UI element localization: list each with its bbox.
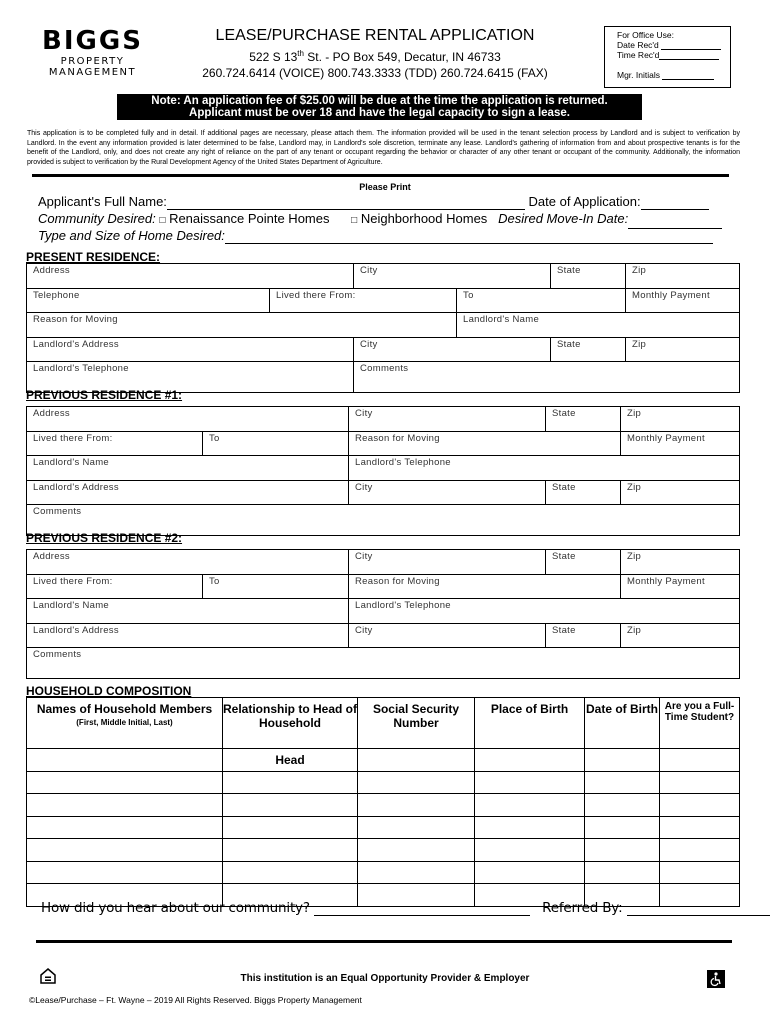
prev2-landlord-telephone-cell[interactable]	[349, 599, 740, 624]
prev1-landlord-city-label: City	[355, 481, 373, 493]
prev1-lived-from-label: Lived there From:	[33, 432, 113, 444]
prev2-city-cell[interactable]	[349, 550, 546, 575]
household-cell[interactable]	[223, 816, 358, 839]
prev2-reason-cell[interactable]	[349, 574, 621, 599]
present-state-label: State	[557, 265, 581, 276]
household-cell[interactable]	[27, 816, 223, 839]
please-print-label: Please Print	[359, 182, 411, 192]
date-of-application-field[interactable]	[641, 195, 709, 210]
present-state-cell[interactable]	[551, 264, 626, 289]
household-cell[interactable]	[223, 794, 358, 817]
household-cell[interactable]	[585, 816, 660, 839]
prev1-landlord-state-label: State	[552, 481, 576, 493]
present-monthly-payment-label: Monthly Payment	[632, 289, 710, 301]
prev1-landlord-zip-cell[interactable]	[621, 480, 740, 505]
present-residence-table	[26, 263, 740, 393]
household-cell[interactable]	[27, 794, 223, 817]
bottom-divider	[36, 940, 732, 943]
prev1-to-cell[interactable]	[203, 431, 349, 456]
prev2-landlord-state-label: State	[552, 624, 576, 636]
household-cell[interactable]	[475, 771, 585, 794]
household-cell[interactable]	[358, 771, 475, 794]
prev2-address-cell[interactable]	[27, 550, 349, 575]
household-cell[interactable]	[223, 771, 358, 794]
prev2-landlord-telephone-label: Landlord's Telephone	[355, 600, 451, 611]
form-title: LEASE/PURCHASE RENTAL APPLICATION	[215, 27, 535, 44]
previous-residence-2-table	[26, 549, 740, 679]
prev1-lived-from-cell[interactable]	[27, 431, 203, 456]
company-address	[160, 46, 590, 65]
prev1-state-cell[interactable]	[546, 407, 621, 432]
household-cell[interactable]	[223, 839, 358, 862]
previous-residence-1-title: PREVIOUS RESIDENCE #1:	[26, 388, 183, 402]
option-renaissance-label: Renaissance Pointe Homes	[169, 211, 330, 226]
household-cell[interactable]	[660, 816, 740, 839]
household-table	[26, 697, 740, 907]
prev1-state-label: State	[552, 408, 576, 419]
prev1-address-cell[interactable]	[27, 407, 349, 432]
household-cell[interactable]	[475, 794, 585, 817]
present-lived-from-cell[interactable]	[270, 288, 457, 313]
prev1-landlord-name-cell[interactable]	[27, 456, 349, 481]
prev2-to-label: To	[209, 575, 220, 587]
address-prefix: 522 S 13	[249, 50, 298, 64]
logo-subtitle-1: PROPERTY	[60, 56, 125, 67]
present-telephone-cell[interactable]	[27, 288, 270, 313]
prev2-lived-from-cell[interactable]	[27, 574, 203, 599]
present-comments-cell[interactable]	[354, 362, 740, 393]
checkbox-neighborhood[interactable]: □	[351, 215, 358, 226]
household-composition-title: HOUSEHOLD COMPOSITION	[26, 684, 192, 698]
prev1-landlord-telephone-label: Landlord's Telephone	[355, 457, 451, 468]
prev2-address-label: Address	[33, 551, 70, 562]
household-head-cell: Head	[223, 749, 358, 772]
present-landlord-city-cell[interactable]	[354, 337, 551, 362]
present-landlord-name-label: Landlord's Name	[463, 314, 540, 325]
present-telephone-label: Telephone	[33, 289, 80, 301]
prev1-comments-label: Comments	[33, 506, 82, 517]
household-cell[interactable]	[475, 816, 585, 839]
fee-note-line-1: Note: An application fee of $25.00 will be due at the time the application is returned.	[151, 95, 608, 107]
prev2-landlord-zip-label: Zip	[627, 624, 642, 636]
mgr-initials-row	[617, 70, 730, 80]
col-ssn-header: Social Security Number	[358, 698, 475, 749]
prev1-zip-label: Zip	[627, 408, 642, 419]
present-landlord-city-label: City	[360, 338, 378, 350]
present-reason-cell[interactable]	[27, 313, 457, 338]
prev1-monthly-payment-cell[interactable]	[621, 431, 740, 456]
mgr-initials-field[interactable]	[662, 79, 714, 80]
prev2-landlord-city-label: City	[355, 624, 373, 636]
prev2-lived-from-label: Lived there From:	[33, 575, 113, 587]
present-comments-label: Comments	[360, 363, 409, 374]
how-heard-label: How did you hear about our community?	[41, 900, 310, 916]
present-residence-title: PRESENT RESIDENCE:	[26, 250, 161, 264]
household-cell[interactable]	[475, 839, 585, 862]
prev1-landlord-state-cell[interactable]	[546, 480, 621, 505]
present-landlord-state-label: State	[557, 338, 581, 350]
prev2-state-cell[interactable]	[546, 550, 621, 575]
fee-note-line-2: Applicant must be over 18 and have the legal capacity to sign a lease.	[189, 107, 570, 119]
household-cell[interactable]	[585, 794, 660, 817]
referred-by-field[interactable]	[627, 900, 770, 916]
present-city-cell[interactable]	[354, 264, 551, 289]
prev2-comments-cell[interactable]	[27, 648, 740, 679]
present-zip-cell[interactable]	[626, 264, 740, 289]
full-name-field[interactable]	[167, 195, 525, 210]
present-to-label: To	[463, 289, 474, 301]
fee-note-banner	[117, 94, 642, 120]
previous-residence-1-table	[26, 406, 740, 536]
col-names-header	[27, 698, 223, 749]
previous-residence-2-title: PREVIOUS RESIDENCE #2:	[26, 531, 183, 545]
referred-by-label: Referred By:	[542, 900, 623, 916]
household-cell[interactable]	[475, 749, 585, 772]
col-names-sublabel: (First, Middle Initial, Last)	[76, 718, 173, 727]
col-names-label: Names of Household Members	[36, 702, 213, 716]
type-size-label: Type and Size of Home Desired:	[38, 228, 225, 243]
present-reason-label: Reason for Moving	[33, 314, 118, 325]
col-student-header: Are you a Full-Time Student?	[660, 698, 740, 749]
prev1-landlord-city-cell[interactable]	[349, 480, 546, 505]
household-cell[interactable]	[358, 839, 475, 862]
col-relationship-header: Relationship to Head of Household	[223, 698, 358, 749]
prev2-landlord-city-cell[interactable]	[349, 623, 546, 648]
prev2-landlord-name-cell[interactable]	[27, 599, 349, 624]
prev2-reason-label: Reason for Moving	[355, 575, 440, 587]
date-of-application-label: Date of Application:	[528, 194, 641, 209]
household-cell[interactable]	[660, 771, 740, 794]
present-lived-from-label: Lived there From:	[276, 289, 356, 301]
time-recd-label: Time Rec'd	[617, 50, 660, 60]
prev2-to-cell[interactable]	[203, 574, 349, 599]
company-phones: 260.724.6414 (VOICE) 800.743.3333 (TDD) 260.724.6415 (FAX)	[202, 66, 548, 80]
prev2-landlord-state-cell[interactable]	[546, 623, 621, 648]
type-size-row	[38, 228, 713, 244]
prev1-landlord-address-label: Landlord's Address	[33, 481, 119, 493]
time-recd-field[interactable]	[659, 59, 719, 60]
prev1-zip-cell[interactable]	[621, 407, 740, 432]
household-cell[interactable]	[660, 749, 740, 772]
prev2-monthly-payment-label: Monthly Payment	[627, 575, 705, 587]
accessibility-icon	[707, 970, 725, 988]
present-landlord-zip-cell[interactable]	[626, 337, 740, 362]
how-heard-row	[41, 900, 770, 916]
mgr-initials-label: Mgr. Initials	[617, 70, 660, 80]
household-cell[interactable]	[660, 839, 740, 862]
household-cell[interactable]	[223, 861, 358, 884]
logo-subtitle-2: MANAGEMENT	[48, 67, 137, 78]
accessibility-icon-graphic	[707, 970, 725, 988]
prev2-comments-label: Comments	[33, 649, 82, 660]
applicant-name-row	[38, 194, 709, 210]
prev2-city-label: City	[355, 551, 373, 562]
prev1-reason-label: Reason for Moving	[355, 432, 440, 444]
present-zip-label: Zip	[632, 265, 647, 276]
household-cell[interactable]	[358, 861, 475, 884]
prev2-landlord-address-cell[interactable]	[27, 623, 349, 648]
household-cell[interactable]	[475, 861, 585, 884]
household-cell[interactable]	[358, 794, 475, 817]
prev1-reason-cell[interactable]	[349, 431, 621, 456]
copyright-notice: ©Lease/Purchase – Ft. Wayne – 2019 All Rights Reserved. Biggs Property Management	[29, 995, 362, 1005]
present-landlord-telephone-label: Landlord's Telephone	[33, 363, 129, 374]
address-suffix: St. - PO Box 549, Decatur, IN 46733	[303, 50, 501, 64]
company-logo	[35, 26, 150, 78]
prev2-zip-cell[interactable]	[621, 550, 740, 575]
community-row	[38, 211, 722, 229]
move-in-date-field[interactable]	[628, 214, 722, 229]
prev2-state-label: State	[552, 551, 576, 562]
present-landlord-zip-label: Zip	[632, 338, 647, 350]
intro-paragraph: This application is to be completed fully and in detail. If additional pages are necessary, please attach them. The information provided will be used in the tenant selection process by Landlord and is subject to verification by Landlord. In the event any information provided is later determined to be false, Landlord may, in Landlord's sole discretion, terminate any lease. Landlord's gathering of information from and about prospective tenants is for the benefit of the Landlord, only, and does not create any right of reliance on the part of any tenant or occupant regarding the behavior or character of any other tenant or occupant of the community. Additionally, the information provided is subject to verification by the Rural Development Agency of the United States Department of Agriculture.	[27, 130, 740, 166]
col-dob-header: Date of Birth	[585, 698, 660, 749]
present-landlord-name-cell[interactable]	[457, 313, 740, 338]
prev1-landlord-telephone-cell[interactable]	[349, 456, 740, 481]
household-cell[interactable]	[660, 861, 740, 884]
prev1-landlord-name-label: Landlord's Name	[33, 457, 110, 468]
prev2-landlord-zip-cell[interactable]	[621, 623, 740, 648]
prev2-landlord-name-label: Landlord's Name	[33, 600, 110, 611]
present-landlord-address-cell[interactable]	[27, 337, 354, 362]
present-address-cell[interactable]	[27, 264, 354, 289]
time-recd-row	[617, 50, 730, 60]
move-in-date-label: Desired Move-In Date:	[498, 211, 629, 226]
logo-wordmark: BIGGS	[42, 26, 143, 56]
checkbox-renaissance[interactable]: □	[159, 215, 166, 226]
date-recd-label: Date Rec'd	[617, 40, 659, 50]
household-cell[interactable]	[585, 749, 660, 772]
household-cell[interactable]	[27, 771, 223, 794]
office-use-label: For Office Use:	[617, 30, 674, 40]
household-cell[interactable]	[27, 839, 223, 862]
household-cell[interactable]	[585, 771, 660, 794]
address-sup: th	[297, 49, 304, 58]
household-cell[interactable]	[585, 861, 660, 884]
present-landlord-address-label: Landlord's Address	[33, 338, 119, 350]
prev2-monthly-payment-cell[interactable]	[621, 574, 740, 599]
household-cell[interactable]	[660, 794, 740, 817]
present-monthly-payment-cell[interactable]	[626, 288, 740, 313]
option-neighborhood-label: Neighborhood Homes	[360, 211, 488, 226]
prev1-landlord-address-cell[interactable]	[27, 480, 349, 505]
type-size-field[interactable]	[225, 229, 713, 244]
household-cell[interactable]	[27, 861, 223, 884]
col-birthplace-header: Place of Birth	[475, 698, 585, 749]
prev1-address-label: Address	[33, 408, 70, 419]
equal-opportunity-statement: This institution is an Equal Opportunity Provider & Employer	[240, 973, 530, 984]
prev1-monthly-payment-label: Monthly Payment	[627, 432, 705, 444]
prev2-landlord-address-label: Landlord's Address	[33, 624, 119, 636]
prev1-city-cell[interactable]	[349, 407, 546, 432]
prev2-zip-label: Zip	[627, 551, 642, 562]
household-cell[interactable]	[358, 816, 475, 839]
prev1-city-label: City	[355, 408, 373, 419]
present-landlord-state-cell[interactable]	[551, 337, 626, 362]
divider	[32, 174, 729, 177]
household-cell[interactable]	[358, 749, 475, 772]
present-to-cell[interactable]	[457, 288, 626, 313]
present-address-label: Address	[33, 265, 70, 276]
prev1-landlord-zip-label: Zip	[627, 481, 642, 493]
household-cell[interactable]	[585, 839, 660, 862]
how-heard-field[interactable]	[314, 900, 530, 916]
present-city-label: City	[360, 265, 378, 276]
form-header	[160, 26, 590, 81]
prev1-to-label: To	[209, 432, 220, 444]
community-desired-label: Community Desired:	[38, 211, 156, 226]
full-name-label: Applicant's Full Name:	[38, 194, 167, 209]
household-cell[interactable]	[27, 749, 223, 772]
office-use-box	[604, 26, 731, 88]
date-recd-row	[617, 40, 730, 50]
